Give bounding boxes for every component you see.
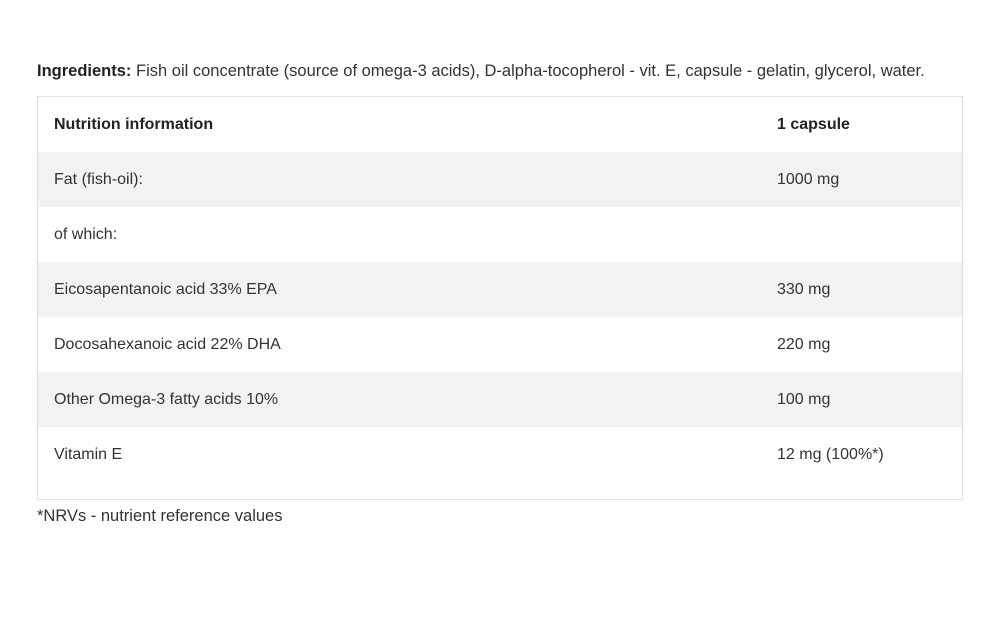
nutrient-value <box>761 207 962 262</box>
nutrient-name: Vitamin E <box>54 445 123 463</box>
nutrient-value: 330 mg <box>761 262 962 317</box>
nutrient-value: 100 mg <box>761 372 962 427</box>
nutrient-name: Other Omega-3 fatty acids 10% <box>38 372 761 427</box>
nutrient-name: Fat (fish-oil): <box>38 152 761 207</box>
table-row <box>38 262 962 317</box>
ingredients-label: Ingredients: <box>37 62 132 80</box>
nutrition-table <box>38 97 962 482</box>
nutrient-name: of which: <box>54 225 118 243</box>
table-row <box>38 427 962 482</box>
nutrition-table-container <box>37 96 963 500</box>
nutrient-value: 1000 mg <box>761 152 962 207</box>
table-row <box>38 372 962 427</box>
header-serving-size: 1 capsule <box>777 115 850 133</box>
ingredients-statement <box>37 60 977 82</box>
nutrient-name: Eicosapentanoic acid 33% EPA <box>38 262 761 317</box>
nutrient-value: 220 mg <box>777 335 831 353</box>
ingredients-text: Fish oil concentrate (source of omega-3 acids), D-alpha-tocopherol - vit. E, capsule - gelatin, glycerol, water. <box>131 62 925 80</box>
table-row <box>38 152 962 207</box>
nutrient-name: Docosahexanoic acid 22% DHA <box>54 335 281 353</box>
nrv-footnote: *NRVs - nutrient reference values <box>37 507 283 525</box>
nutrient-value: 12 mg (100%*) <box>777 445 884 463</box>
table-row <box>38 317 962 372</box>
table-row <box>38 207 962 262</box>
table-header-row <box>38 97 962 152</box>
header-nutrition-information: Nutrition information <box>54 115 214 133</box>
